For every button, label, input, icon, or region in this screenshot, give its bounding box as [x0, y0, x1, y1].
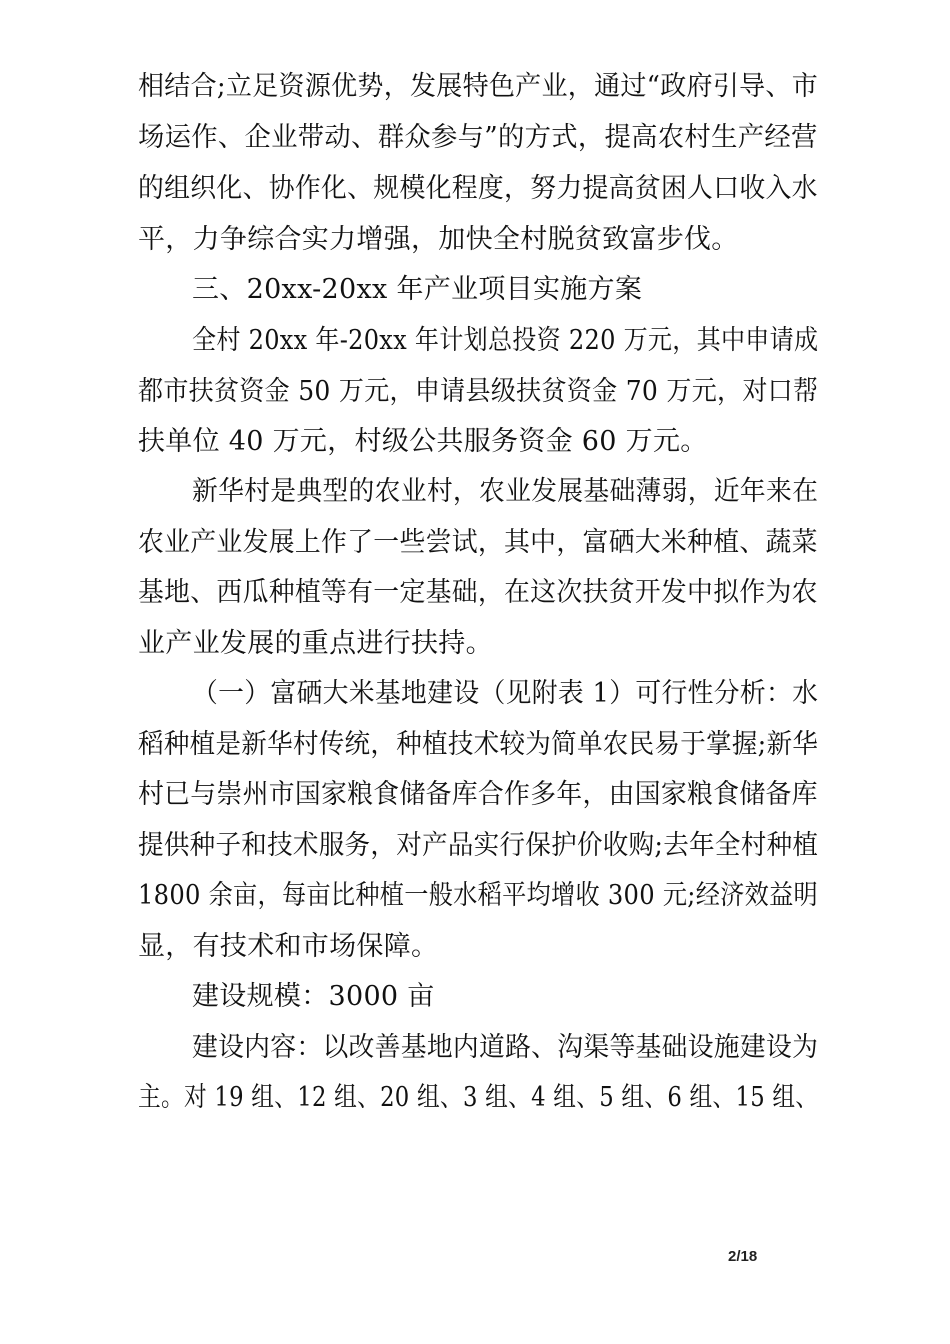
text-line: 相结合;立足资源优势，发展特色产业，通过“政府引导、市	[138, 71, 819, 102]
text-line: 基地、西瓜种植等有一定基础，在这次扶贫开发中拟作为农	[138, 577, 818, 608]
section-heading: 三、20xx-20xx 年产业项目实施方案	[192, 274, 643, 305]
text-line: 提供种子和技术服务，对产品实行保护价收购;去年全村种植	[138, 830, 819, 861]
text-line: 农业产业发展上作了一些尝试，其中，富硒大米种植、蔬菜	[138, 527, 818, 558]
text-line: 新华村是典型的农业村，农业发展基础薄弱，近年来在	[192, 476, 819, 507]
text-line: 1800 余亩，每亩比种植一般水稻平均增收 300 元;经济效益明	[138, 880, 818, 911]
text-line: 平，力争综合实力增强，加快全村脱贫致富步伐。	[138, 224, 739, 255]
text-line: 的组织化、协作化、规模化程度，努力提高贫困人口收入水	[138, 173, 818, 204]
text-line: 主。对 19 组、12 组、20 组、3 组、4 组、5 组、6 组、15 组、	[138, 1082, 819, 1113]
text-line: 业产业发展的重点进行扶持。	[138, 628, 493, 659]
text-line: 场运作、企业带动、群众参与”的方式，提高农村生产经营	[138, 122, 818, 153]
subsection-heading: （一）富硒大米基地建设（见附表 1）可行性分析：水	[192, 678, 819, 709]
text-line: 村已与崇州市国家粮食储备库合作多年，由国家粮食储备库	[138, 779, 818, 810]
text-line: 建设内容：以改善基地内道路、沟渠等基础设施建设为	[192, 1032, 819, 1063]
page-number: 2/18	[728, 1248, 758, 1265]
text-line: 扶单位 40 万元，村级公共服务资金 60 万元。	[138, 426, 708, 457]
text-line: 建设规模：3000 亩	[192, 981, 435, 1012]
text-line: 显，有技术和市场保障。	[138, 931, 439, 962]
text-line: 都市扶贫资金 50 万元，申请县级扶贫资金 70 万元，对口帮	[138, 376, 819, 407]
text-line: 全村 20xx 年-20xx 年计划总投资 220 万元，其中申请成	[192, 325, 819, 356]
text-line: 稻种植是新华村传统，种植技术较为简单农民易于掌握;新华	[138, 729, 819, 760]
